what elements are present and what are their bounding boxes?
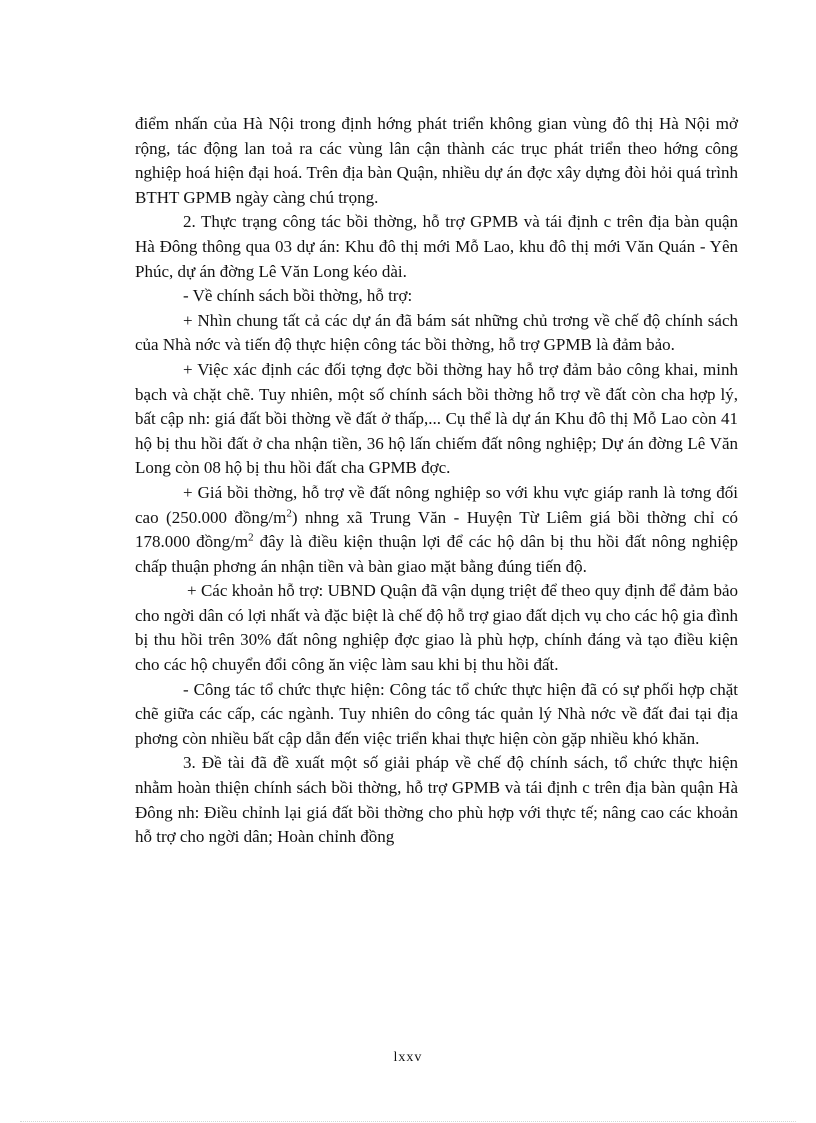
page-number: lxxv bbox=[393, 1050, 423, 1065]
paragraph-intro: điểm nhấn của Hà Nội trong định hớng phát triển không gian vùng đô thị Hà Nội mở rộng, tác động lan toả ra các vùng lân cận thành các trục phát triển theo hớng công nghiệp hoá hiện đại hoá. Trên địa bàn Quận, nhiều dự án đợc xây dựng đòi hỏi quá trình BTHT GPMB ngày càng chú trọng. bbox=[135, 114, 738, 207]
paragraph-overview: + Nhìn chung tất cả các dự án đã bám sát những chủ trơng về chế độ chính sách của Nhà nớc và tiến độ thực hiện công tác bồi thờng, hỗ trợ GPMB là đảm bảo. bbox=[135, 310, 738, 355]
document-body bbox=[135, 112, 738, 850]
paragraph-policy-heading: - Về chính sách bồi thờng, hỗ trợ: bbox=[183, 286, 413, 306]
paragraph-section-3: 3. Đề tài đã đề xuất một số giải pháp về chế độ chính sách, tổ chức thực hiện nhằm hoàn thiện chính sách bồi thờng, hỗ trợ GPMB và tái định c trên địa bàn quận Hà Đông nh: Điều chỉnh lại giá đất bồi thờng cho phù hợp với thực tế; nâng cao các khoản hỗ trợ cho ngời dân; Hoàn chỉnh đồng bbox=[135, 753, 738, 847]
paragraph-support: + Các khoản hỗ trợ: UBND Quận đã vận dụng triệt để theo quy định để đảm bảo cho ngời dân có lợi nhất và đặc biệt là chế độ hỗ trợ giao đất dịch vụ cho các hộ gia đình bị thu hồi trên 30% đất nông nghiệp đợc giao là phù hợp, chính đáng và tạo điều kiện cho các hộ chuyển đổi công ăn việc làm sau khi bị thu hồi đất. bbox=[135, 581, 738, 675]
paragraph-implementation: - Công tác tổ chức thực hiện: Công tác tổ chức thực hiện đã có sự phối hợp chặt chẽ giữa các cấp, các ngành. Tuy nhiên do công tác quản lý Nhà nớc về đất đai tại địa phơng còn nhiều bất cập dẫn đến việc triển khai thực hiện còn gặp nhiều khó khăn. bbox=[135, 679, 738, 748]
page-border bbox=[20, 1121, 796, 1122]
land-price-text-c: đây là điều kiện thuận lợi để các hộ dân bị thu hồi đất nông nghiệp chấp thuận phơng án nhận tiền và bàn giao mặt bằng đúng tiến độ. bbox=[135, 532, 738, 576]
land-price-text-a: + Giá bồi thờng, hỗ trợ về đất nông nghiệp so với khu vực giáp ranh là tơng đối cao (250.000 đồng/m bbox=[135, 482, 738, 527]
paragraph-section-2: 2. Thực trạng công tác bồi thờng, hỗ trợ GPMB và tái định c trên địa bàn quận Hà Đông thông qua 03 dự án: Khu đô thị mới Mỗ Lao, khu đô thị mới Văn Quán - Yên Phúc, dự án đờng Lê Văn Long kéo dài. bbox=[135, 212, 738, 281]
land-price-text-b: ) nhng xã Trung Văn - Huyện Từ Liêm giá bồi thờng chỉ có 178.000 đồng/m bbox=[135, 507, 739, 552]
paragraph-beneficiaries: + Việc xác định các đối tợng đợc bồi thờng hay hỗ trợ đảm bảo công khai, minh bạch và chặt chẽ. Tuy nhiên, một số chính sách bồi thờng hỗ trợ về đất còn cha hợp lý, bất cập nh: giá đất bồi thờng về đất ở thấp,... Cụ thể là dự án Khu đô thị Mỗ Lao còn 41 hộ bị thu hồi đất ở cha nhận tiền, 36 hộ lấn chiếm đất nông nghiệp; Dự án đờng Lê Văn Long còn 08 hộ bị thu hồi đất cha GPMB đợc. bbox=[135, 359, 738, 478]
superscript-2: 2 bbox=[248, 531, 254, 544]
paragraph-land-price bbox=[135, 481, 738, 579]
superscript-2: 2 bbox=[286, 506, 292, 519]
